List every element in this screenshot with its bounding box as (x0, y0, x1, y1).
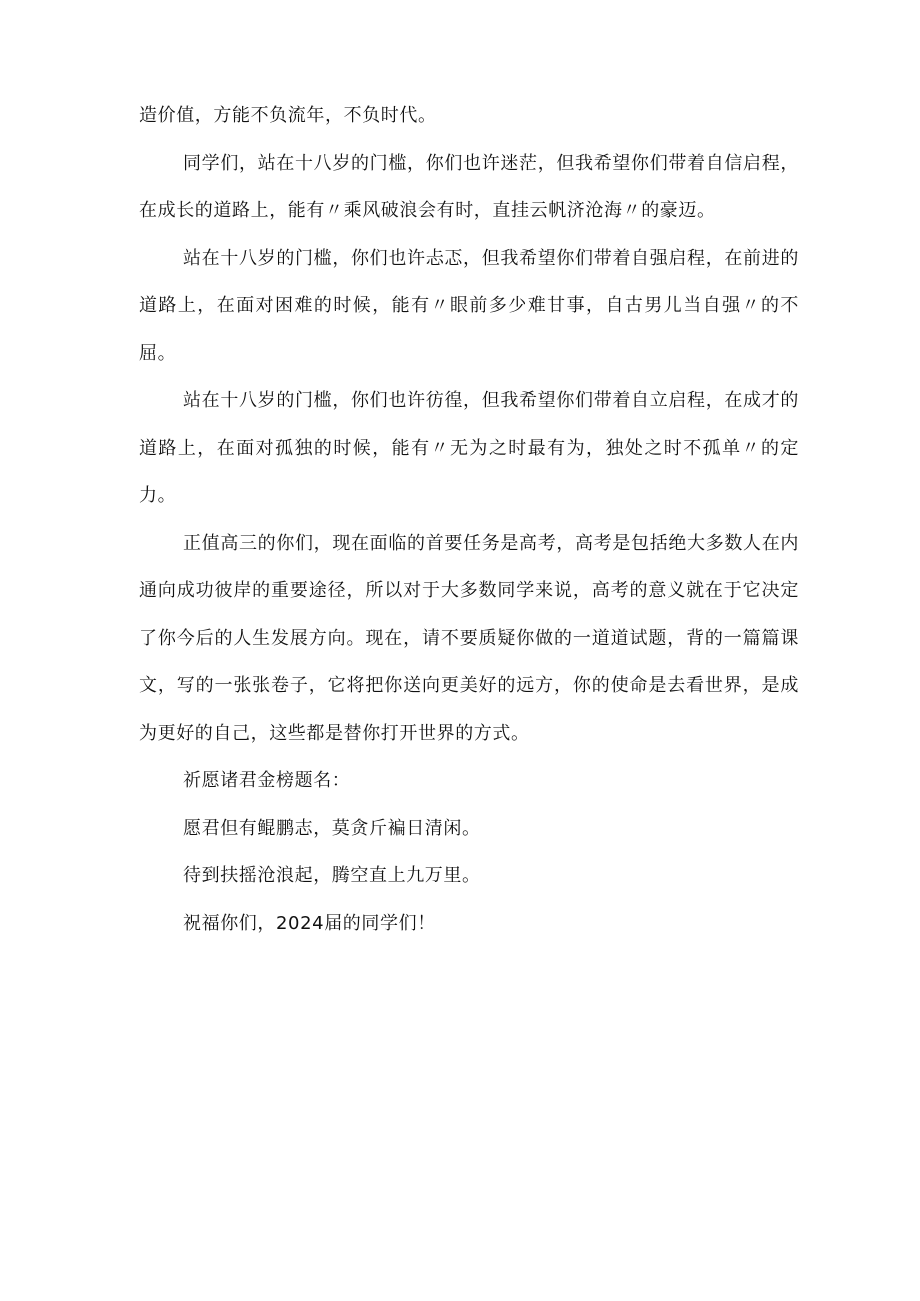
paragraph-wish-intro: 祈愿诸君金榜题名： (183, 770, 351, 791)
closing-blessing: 祝福你们，2024届的同学们！ (183, 912, 436, 934)
paragraph-continuation: 造价值，方能不负流年，不负时代。 (139, 105, 437, 126)
paragraph-confidence: 同学们，站在十八岁的门槛，你们也许迷茫，但我希望你们带着自信启程，在成长的道路上，能有〃乘风破浪会有时，直挂云帆济沧海〃的豪迈。 (139, 152, 799, 221)
paragraph-gaokao: 正值高三的你们，现在面临的首要任务是高考，高考是包括绝大多数人在内通向成功彼岸的重要途径，所以对于大多数同学来说，高考的意义就在于它决定了你今后的人生发展方向。现在，请不要质疑你做的一道道试题，背的一篇篇课文，写的一张张卷子，它将把你送向更美好的远方，你的使命是去看世界，是成为更好的自己，这些都是替你打开世界的方式。 (139, 532, 799, 744)
paragraph-self-reliance: 站在十八岁的门槛，你们也许彷徨，但我希望你们带着自立启程，在成才的道路上，在面对孤独的时候，能有〃无为之时最有为，独处之时不孤单〃的定力。 (139, 390, 799, 506)
poem-line-2: 待到扶摇沧浪起，腾空直上九万里。 (183, 865, 481, 886)
poem-line-1: 愿君但有鲲鹏志，莫贪斤褊日清闲。 (183, 817, 481, 839)
document-body (139, 92, 799, 947)
paragraph-self-strengthening: 站在十八岁的门槛，你们也许忐忑，但我希望你们带着自强启程，在前进的道路上，在面对困难的时候，能有〃眼前多少难甘事，自古男儿当自强〃的不屈。 (139, 247, 799, 364)
